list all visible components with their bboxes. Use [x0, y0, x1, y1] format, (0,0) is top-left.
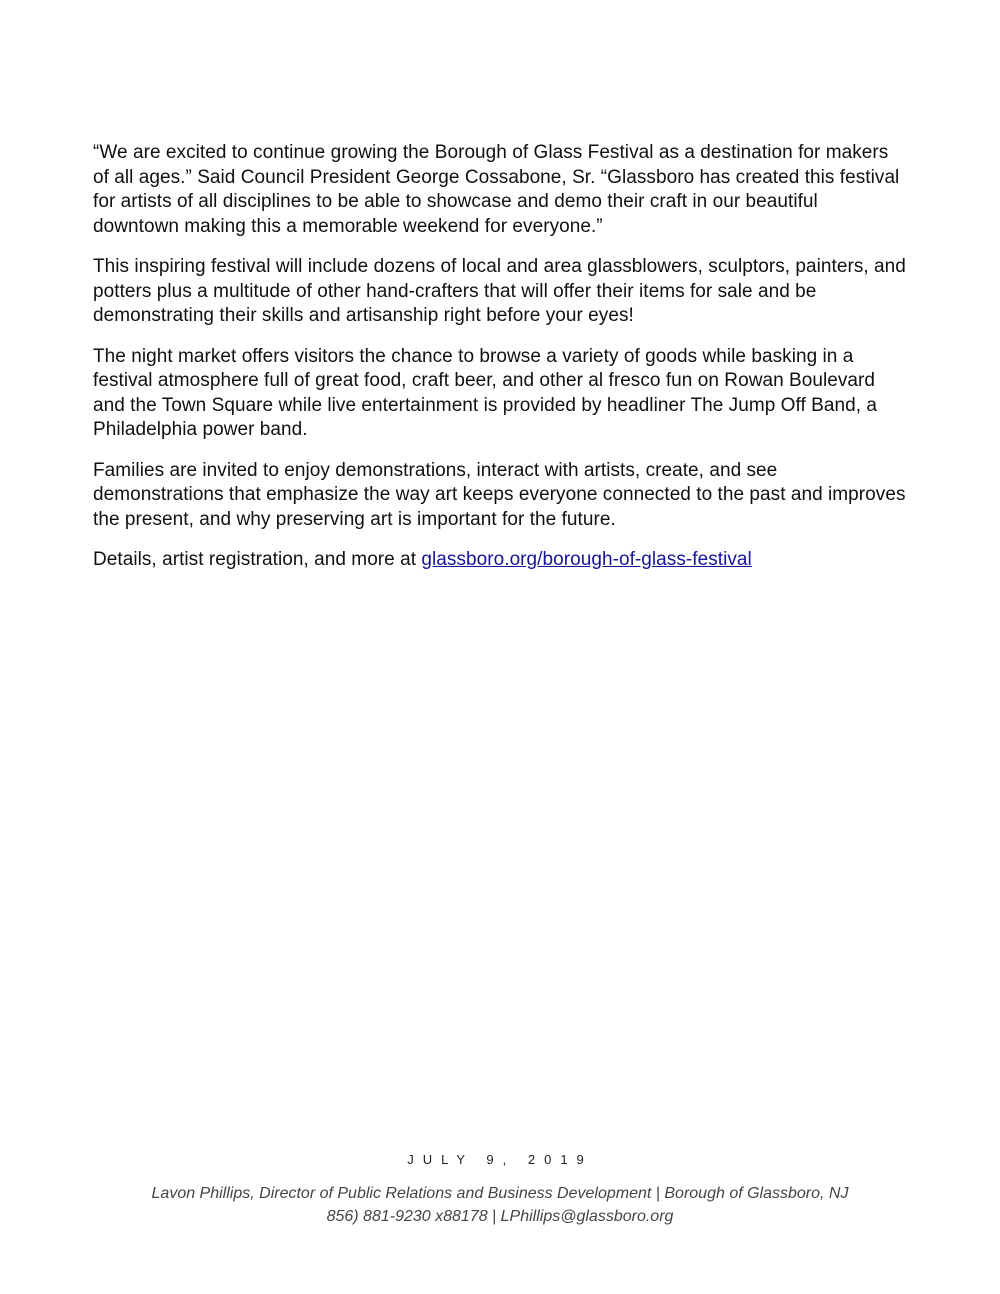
details-prefix: Details, artist registration, and more at — [93, 549, 422, 570]
contact-title-line: Lavon Phillips, Director of Public Relations and Business Development | Borough of Glassboro, NJ — [151, 1185, 849, 1202]
footer-contact — [0, 1182, 1000, 1228]
details-paragraph — [93, 548, 908, 573]
quote-paragraph: “We are excited to continue growing the Borough of Glass Festival as a destination for makers of all ages.” Said Council President George Cossabone, Sr. “Glassboro has created this festival for artists of all disciplines to be able to showcase and demo their craft in our beautiful downtown making this a memorable weekend for everyone.” — [93, 142, 900, 237]
festival-description-paragraph: This inspiring festival will include dozens of local and area glassblowers, sculptors, painters, and potters plus a multitude of other hand-crafters that will offer their items for sale and be demonstrating their skills and artisanship right before your eyes! — [93, 256, 906, 326]
festival-link[interactable]: glassboro.org/borough-of-glass-festival — [421, 549, 752, 570]
body-content — [93, 141, 908, 589]
contact-phone-email-line: 856) 881-9230 x88178 | LPhillips@glassboro.org — [326, 1208, 674, 1225]
footer-date: JULY 9, 2019 — [407, 1152, 593, 1167]
families-paragraph: Families are invited to enjoy demonstrations, interact with artists, create, and see demonstrations that emphasize the way art keeps everyone connected to the past and improves the present, and why preserving art is important for the future. — [93, 459, 906, 530]
night-market-paragraph: The night market offers visitors the chance to browse a variety of goods while basking in a festival atmosphere full of great food, craft beer, and other al fresco fun on Rowan Boulevard and the Town Square while live entertainment is provided by headliner The Jump Off Band, a Philadelphia power band. — [93, 345, 877, 440]
